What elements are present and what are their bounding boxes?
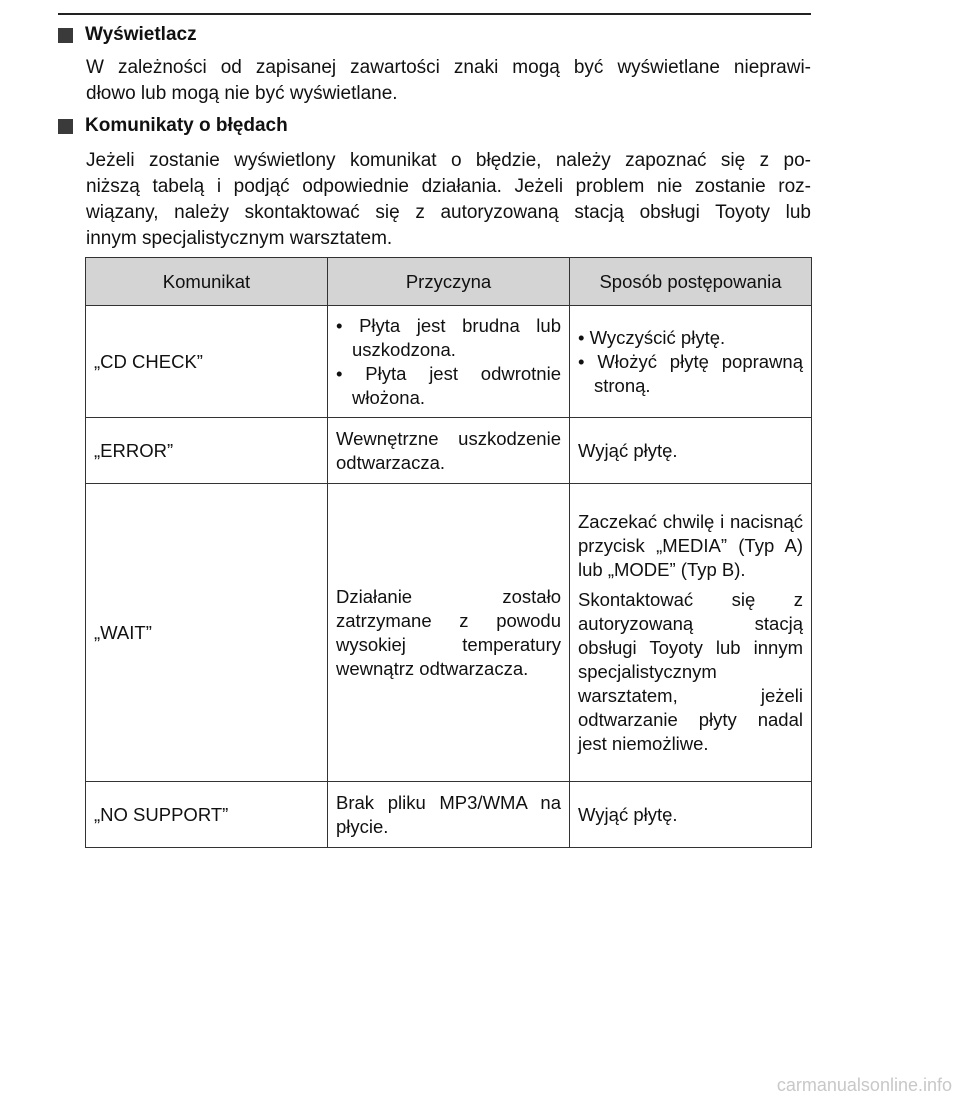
body-line: niższą tabelą i podjąć odpowiednie działania. Jeżeli problem nie zostanie roz- [86,176,811,197]
table-header-row [86,258,812,306]
section-title: Wyświetlacz [85,24,197,45]
table-row [86,782,812,848]
table-row [86,418,812,484]
action-paragraph: Skontaktować się z autoryzowaną stacją obsługi Toyoty lub innym specjalistycznym warsztatem, jeżeli odtwarzanie płyty nadal jest niemożliwe. [578,588,803,754]
cause-cell: Wewnętrzne uszkodzenie odtwarzacza. [328,418,570,484]
action-paragraph: Zaczekać chwilę i nacisnąć przycisk „MEDIA” (Typ A) lub „MODE” (Typ B). [578,510,803,580]
header-message: Komunikat [86,258,328,306]
message-cell: „CD CHECK” [86,306,328,418]
section-error-messages [58,112,811,252]
section-body [86,55,811,107]
section-heading [58,21,811,49]
section-body [86,148,811,252]
message-cell: „WAIT” [86,484,328,782]
section-title: Komunikaty o błędach [85,115,288,136]
list-item: • Płyta jest brudna lub uszkodzona. [336,314,561,362]
message-cell: „NO SUPPORT” [86,782,328,848]
cause-cell: Brak pliku MP3/WMA na płycie. [328,782,570,848]
body-line: wiązany, należy skontaktować się z autoryzowaną stacją obsługi Toyoty lub [86,202,811,223]
action-cell: Wyjąć płytę. [570,418,812,484]
watermark: carmanualsonline.info [776,1075,952,1095]
table-row [86,484,812,782]
cause-list [336,314,561,410]
action-cell: Wyjąć płytę. [570,782,812,848]
error-message-table [85,257,812,848]
square-bullet-icon [58,119,73,134]
section-display [58,21,811,107]
action-cell [570,484,812,782]
section-heading [58,112,811,140]
body-line: Jeżeli zostanie wyświetlony komunikat o błędzie, należy zapoznać się z po- [86,150,811,171]
list-item: • Włożyć płytę poprawną stroną. [578,350,803,398]
action-cell [570,306,812,418]
body-line: W zależności od zapisanej zawartości znaki mogą być wyświetlane nieprawi- [86,57,811,78]
square-bullet-icon [58,28,73,43]
top-rule [58,13,811,15]
header-cause: Przyczyna [328,258,570,306]
cause-cell [328,306,570,418]
list-item: • Płyta jest odwrotnie włożona. [336,362,561,410]
header-action: Sposób postępowania [570,258,812,306]
action-list [578,326,803,398]
list-item: • Wyczyścić płytę. [578,326,803,350]
message-cell: „ERROR” [86,418,328,484]
body-line: dłowo lub mogą nie być wyświetlane. [86,83,398,104]
cause-cell: Działanie zostało zatrzymane z powodu wysokiej temperatury wewnątrz odtwarzacza. [328,484,570,782]
table-row [86,306,812,418]
body-line: innym specjalistycznym warsztatem. [86,228,393,249]
